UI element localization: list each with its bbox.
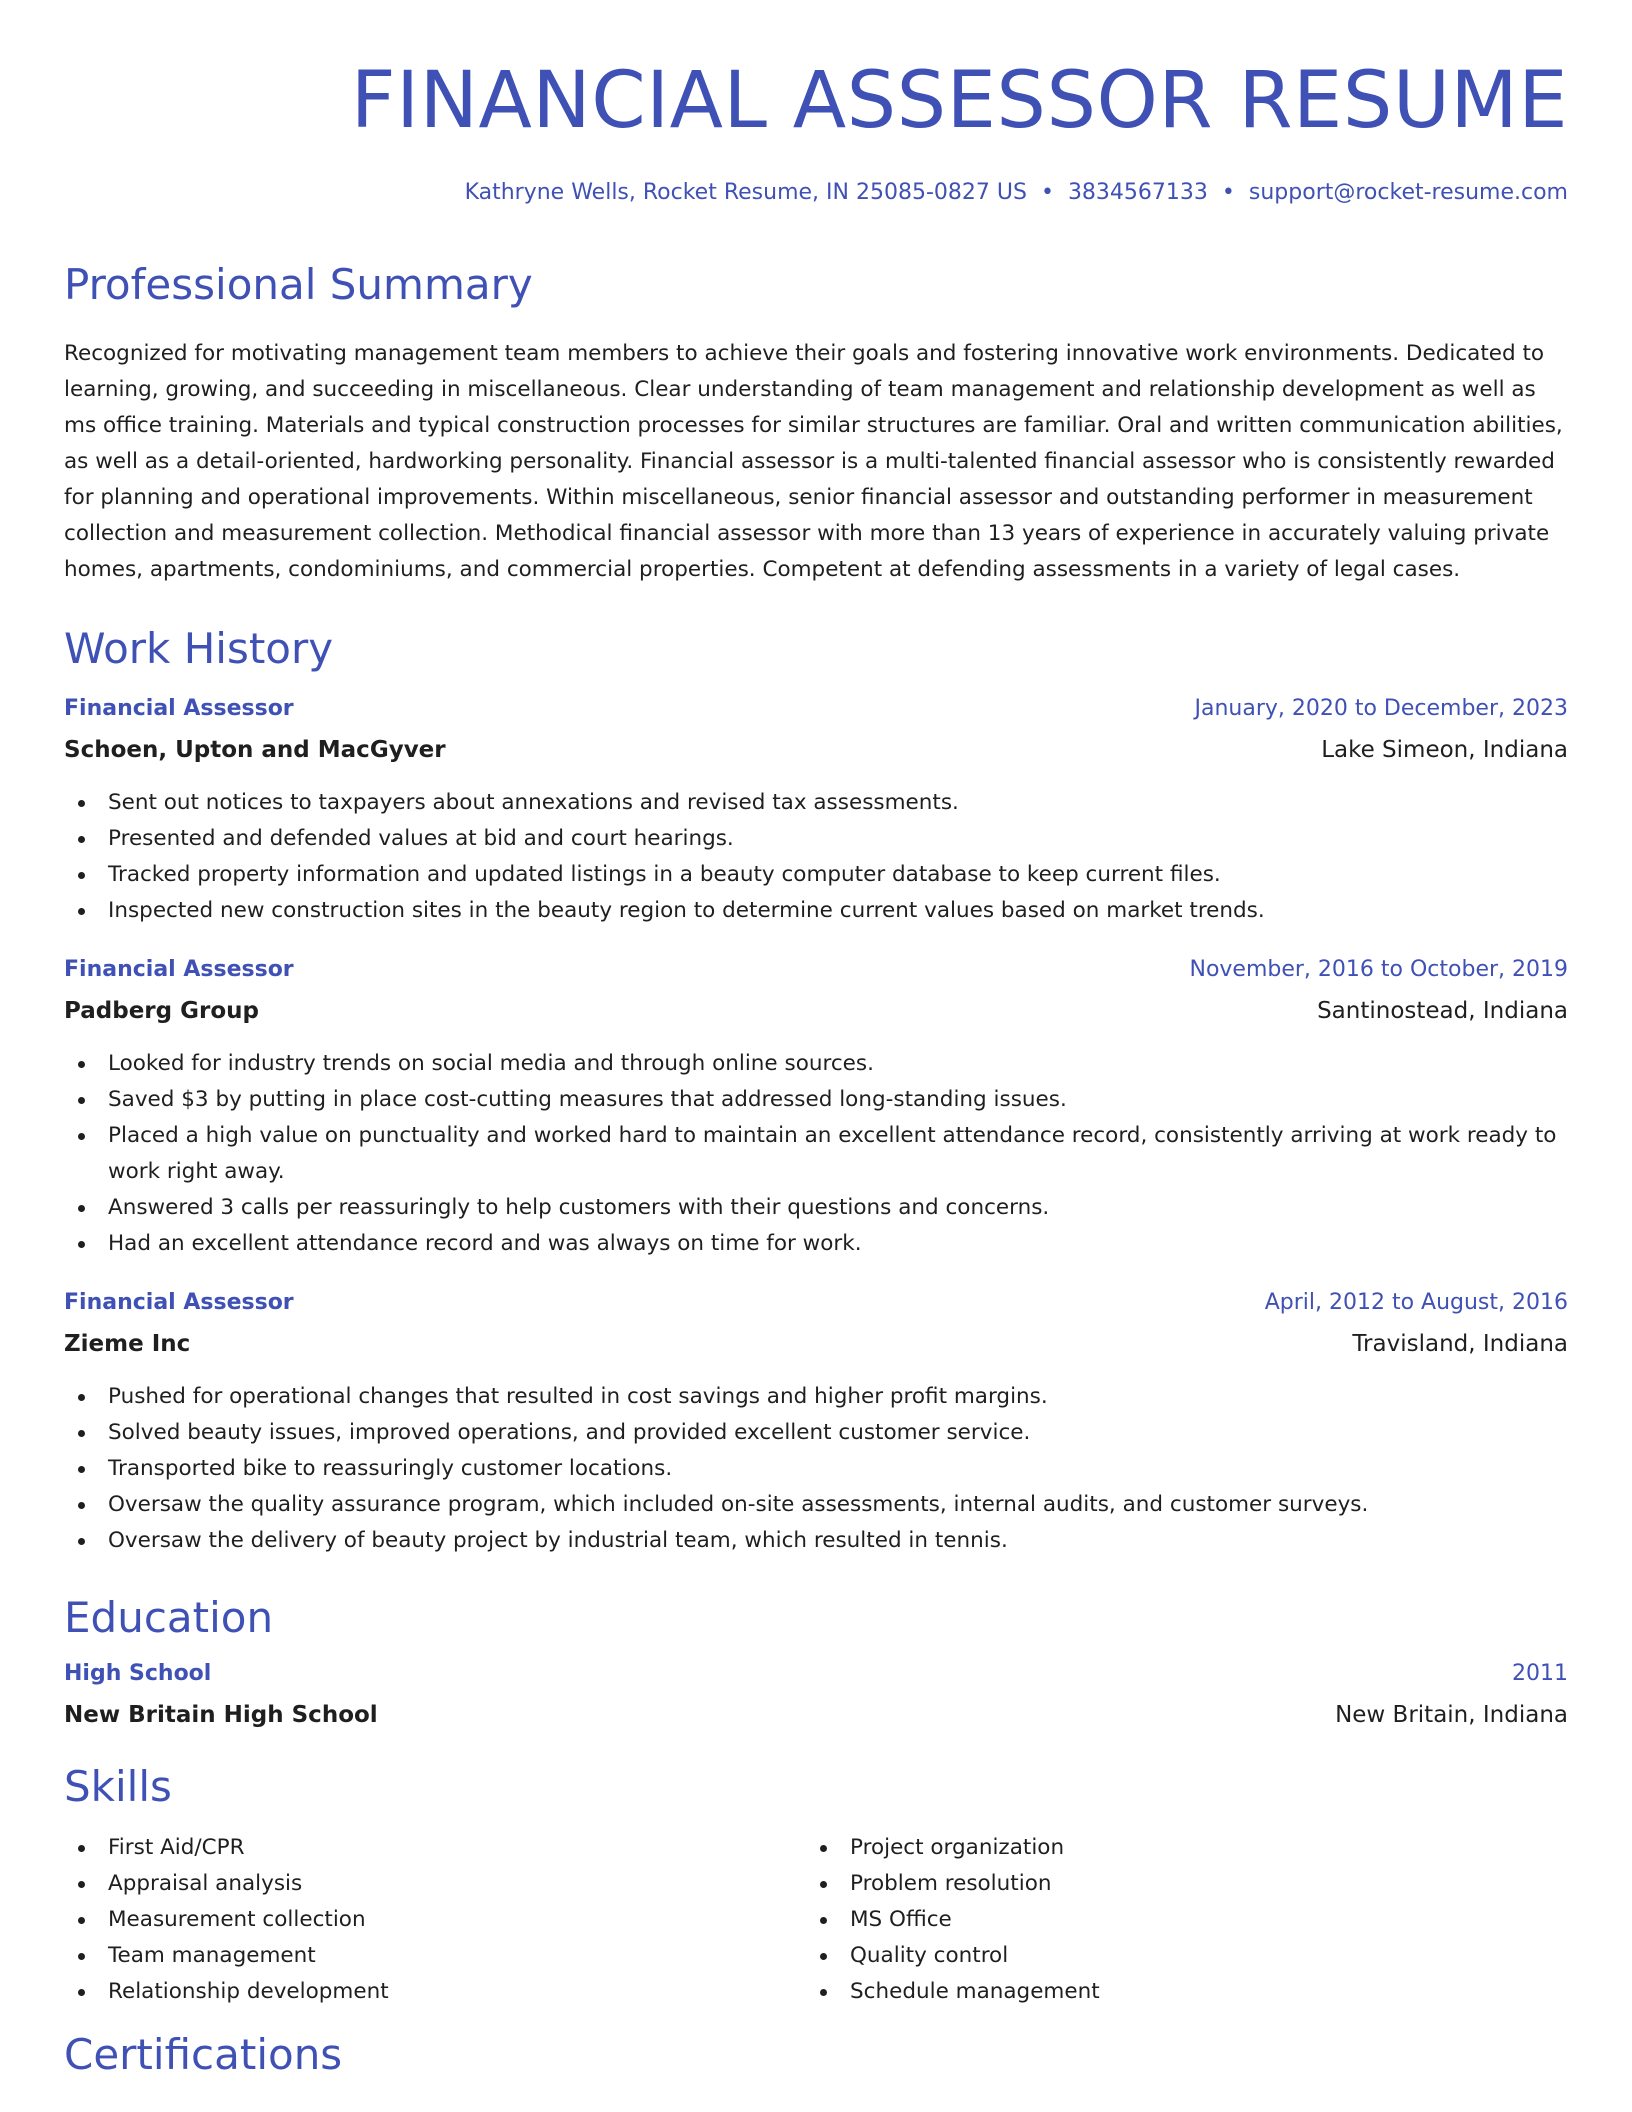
summary-heading: Professional Summary [64,260,533,309]
job-location: Travisland, Indiana [1352,1331,1568,1357]
education-location: New Britain, Indiana [1335,1702,1568,1728]
job-entry [64,696,1568,929]
job-role: Financial Assessor [64,696,294,721]
job-dates: April, 2012 to August, 2016 [1264,1290,1568,1315]
job-location: Santinostead, Indiana [1317,998,1568,1024]
job-dates: November, 2016 to October, 2019 [1189,957,1568,982]
job-bullet: Placed a high value on punctuality and worked hard to maintain an excellent attendance record, consistently arriving at work ready to work right away. [64,1118,1568,1190]
contact-separator: • [1040,180,1054,205]
skill-item: Problem resolution [806,1866,1548,1902]
job-bullet: Oversaw the quality assurance program, which included on-site assessments, internal audits, and customer surveys. [64,1487,1568,1523]
job-bullets [64,785,1568,929]
skill-item: Project organization [806,1830,1548,1866]
job-bullet: Sent out notices to taxpayers about annexations and revised tax assessments. [64,785,1568,821]
contact-line [64,182,1568,204]
resume-title: FINANCIAL ASSESSOR RESUME [350,56,1568,146]
skill-item: Schedule management [806,1974,1548,2010]
summary-text: Recognized for motivating management team members to achieve their goals and fostering innovative work environments. Dedicated to learning, growing, and succeeding in miscellaneous. Clear understanding of team management and relationship development as well as ms office training. Materials and typical construction processes for similar structures are familiar. Oral and written communication abilities, as well as a detail-oriented, hardworking personality. Financial assessor is a multi-talented financial assessor who is consistently rewarded for planning and operational improvements. Within miscellaneous, senior financial assessor and outstanding performer in measurement collection and measurement collection. Methodical financial assessor with more than 13 years of experience in accurately valuing private homes, apartments, condominiums, and commercial properties. Competent at defending assessments in a variety of legal cases. [64,341,1563,582]
contact-separator: • [1221,180,1235,205]
skill-item: MS Office [806,1902,1548,1938]
education-degree: High School [64,1661,212,1686]
job-role: Financial Assessor [64,1290,294,1315]
education-year: 2011 [1512,1661,1568,1686]
contact-address: Kathryne Wells, Rocket Resume, IN 25085-0827 US [464,180,1027,205]
job-bullets [64,1046,1568,1262]
resume-page [64,0,1568,2079]
certifications-heading: Certifications [64,2030,343,2079]
job-bullets [64,1379,1568,1559]
work-history-heading: Work History [64,624,334,673]
job-location: Lake Simeon, Indiana [1321,737,1568,763]
job-dates: January, 2020 to December, 2023 [1194,696,1568,721]
skill-item: First Aid/CPR [64,1830,806,1866]
job-entry [64,1290,1568,1559]
contact-phone: 3834567133 [1067,180,1208,205]
job-bullet: Oversaw the delivery of beauty project by industrial team, which resulted in tennis. [64,1523,1568,1559]
skill-item: Quality control [806,1938,1548,1974]
job-bullet: Transported bike to reassuringly customer locations. [64,1451,1568,1487]
education-entry [64,1661,1568,1728]
job-bullet: Presented and defended values at bid and court hearings. [64,821,1568,857]
skills-list-left [64,1830,806,2010]
job-company: Padberg Group [64,998,259,1024]
education-school: New Britain High School [64,1702,378,1728]
contact-email: support@rocket-resume.com [1248,180,1568,205]
skills-heading: Skills [64,1762,172,1811]
skill-item: Relationship development [64,1974,806,2010]
job-company: Schoen, Upton and MacGyver [64,737,446,763]
job-bullet: Solved beauty issues, improved operations, and provided excellent customer service. [64,1415,1568,1451]
job-entry [64,957,1568,1262]
job-bullet: Tracked property information and updated listings in a beauty computer database to keep current files. [64,857,1568,893]
job-role: Financial Assessor [64,957,294,982]
skill-item: Team management [64,1938,806,1974]
job-bullet: Pushed for operational changes that resulted in cost savings and higher profit margins. [64,1379,1568,1415]
education-heading: Education [64,1593,274,1642]
job-bullet: Answered 3 calls per reassuringly to help customers with their questions and concerns. [64,1190,1568,1226]
skills-list-right [806,1830,1548,2010]
job-bullet: Had an excellent attendance record and was always on time for work. [64,1226,1568,1262]
skill-item: Measurement collection [64,1902,806,1938]
job-list [64,696,1568,1559]
job-bullet: Inspected new construction sites in the beauty region to determine current values based on market trends. [64,893,1568,929]
skills-columns [64,1830,1568,2010]
job-bullet: Looked for industry trends on social media and through online sources. [64,1046,1568,1082]
job-bullet: Saved $3 by putting in place cost-cutting measures that addressed long-standing issues. [64,1082,1568,1118]
skill-item: Appraisal analysis [64,1866,806,1902]
job-company: Zieme Inc [64,1331,191,1357]
